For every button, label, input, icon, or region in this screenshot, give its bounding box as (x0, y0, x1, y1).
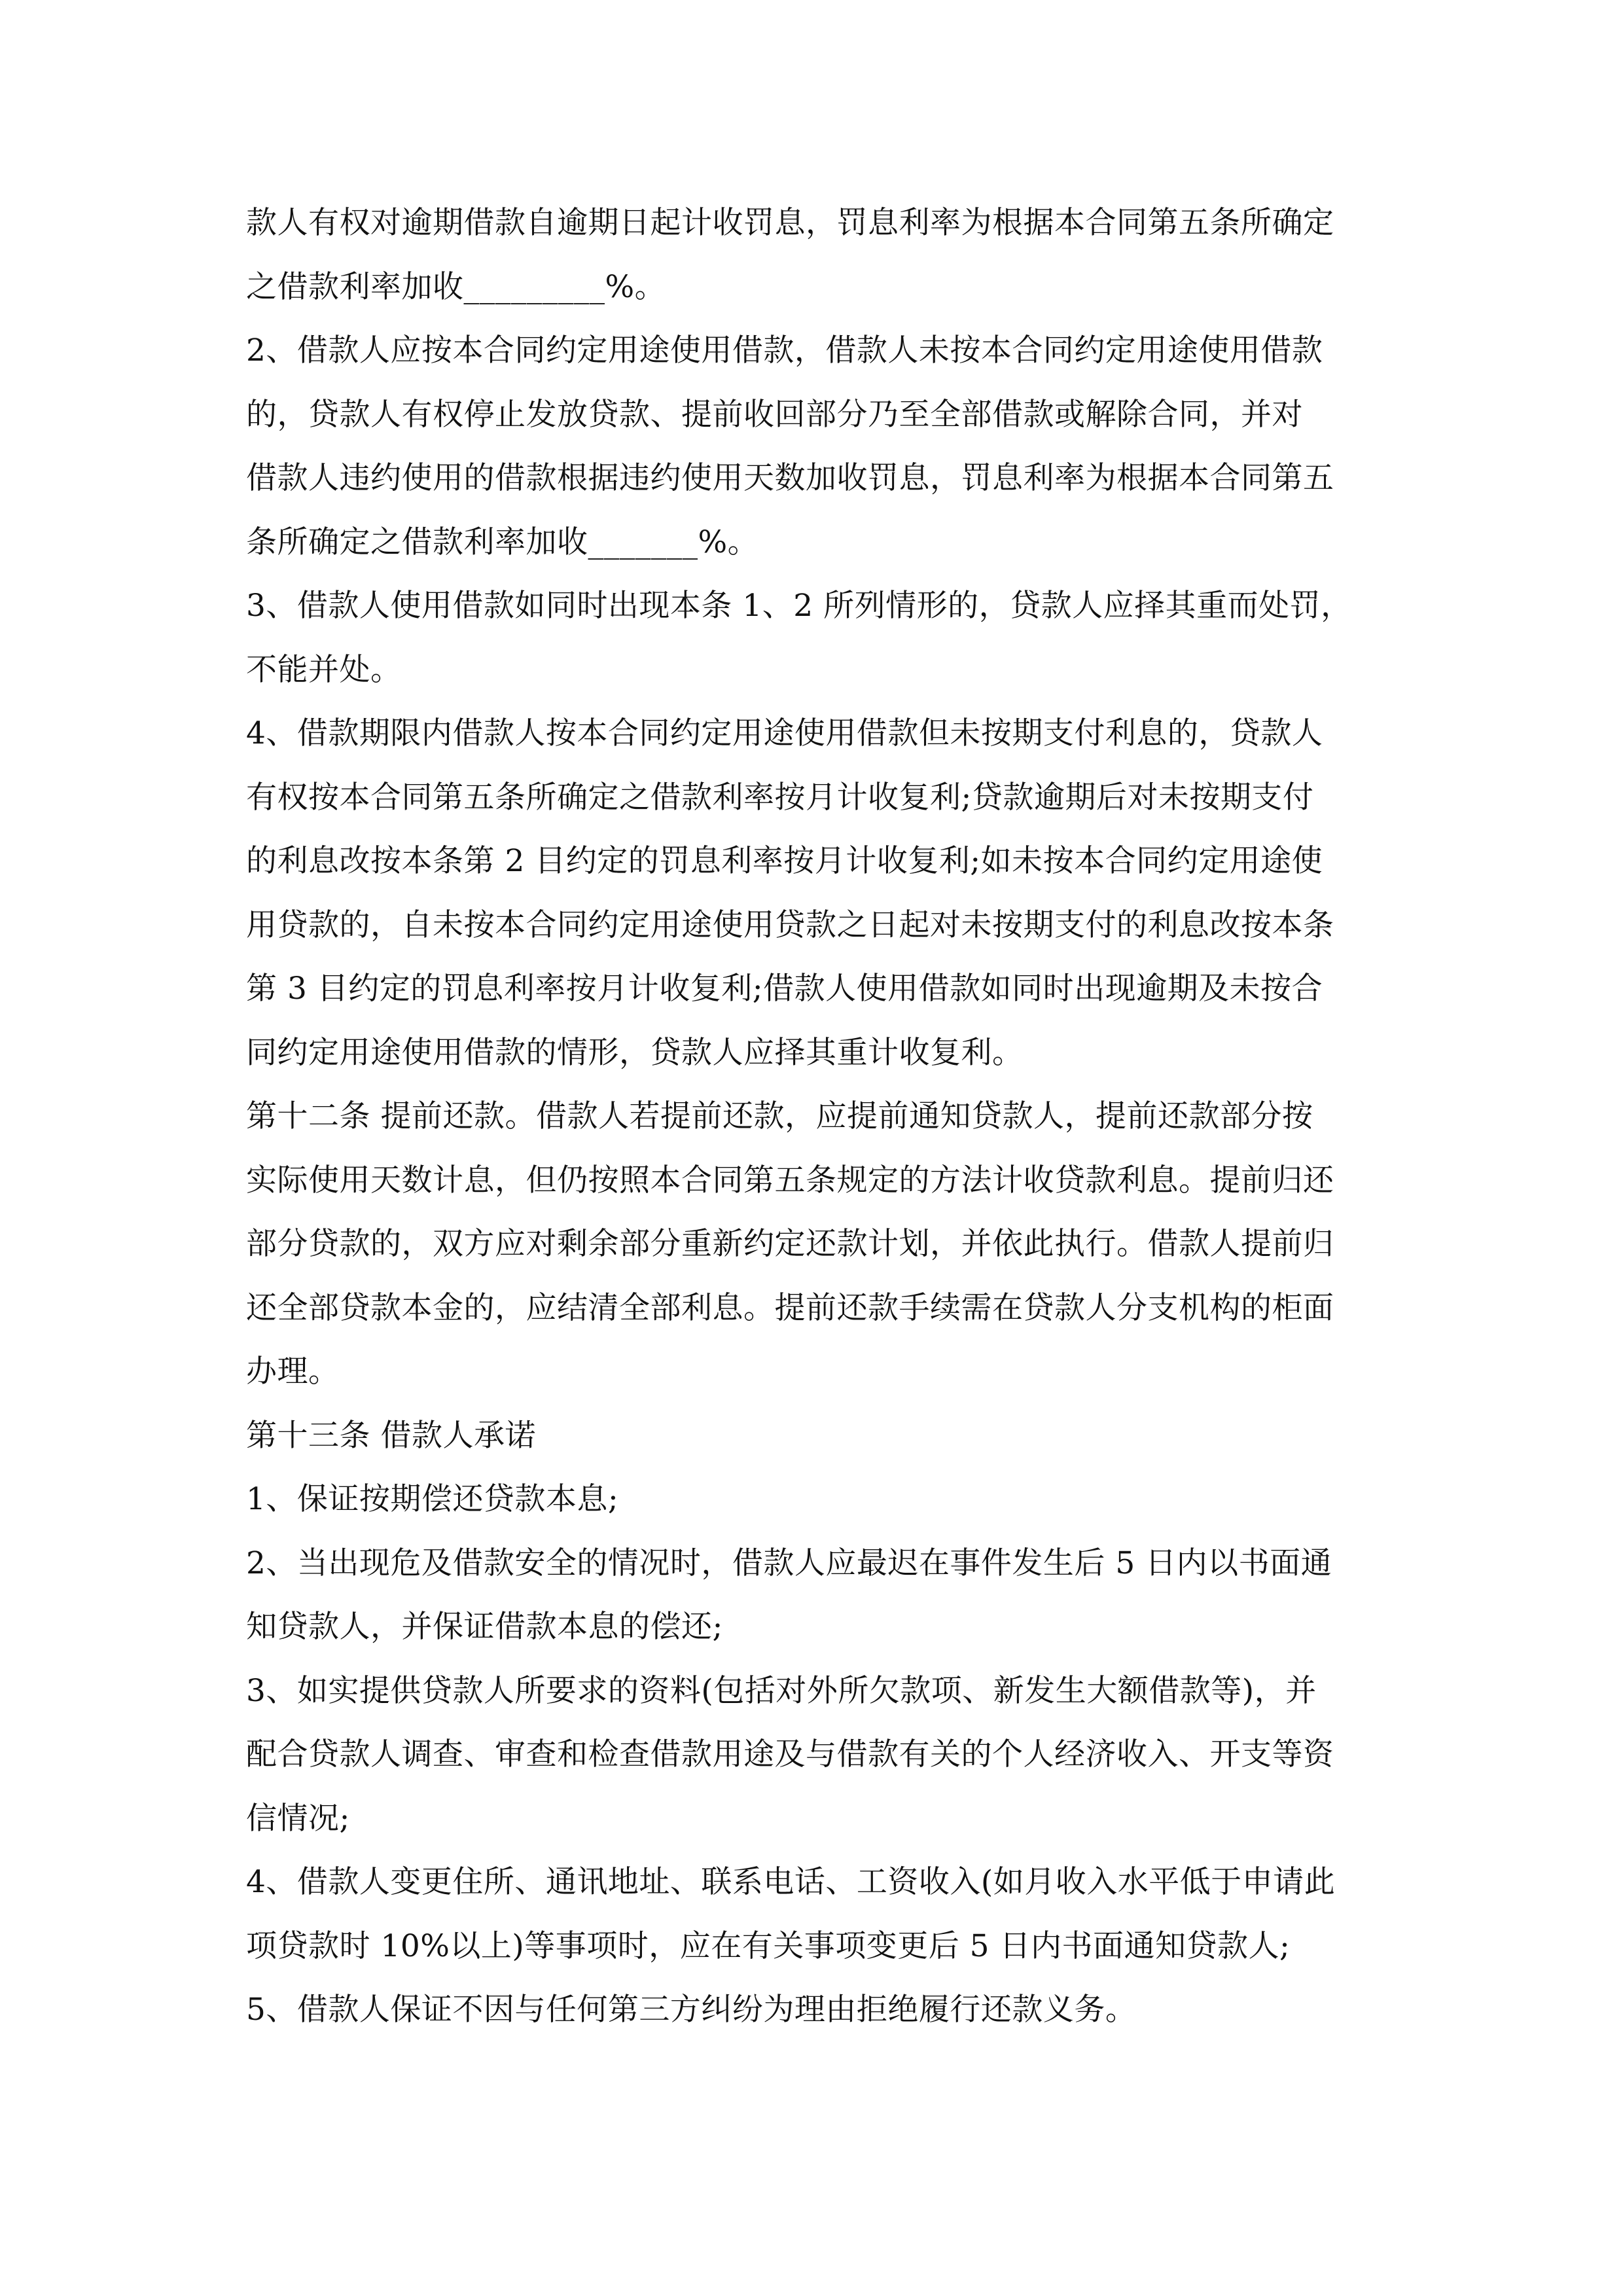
text-line: 之借款利率加收_________%。 (246, 268, 666, 305)
text-line: 条所确定之借款利率加收_______%。 (246, 524, 759, 560)
text-line: 项贷款时 10%以上)等事项时，应在有关事项变更后 5 日内书面通知贷款人; (246, 1928, 1291, 1964)
section-heading-line: 第十三条 借款人承诺 (246, 1417, 536, 1454)
text-line: 还全部贷款本金的，应结清全部利息。提前还款手续需在贷款人分支机构的柜面 (246, 1289, 1334, 1326)
text-line: 配合贷款人调查、审查和检查借款用途及与借款有关的个人经济收入、开支等资 (246, 1736, 1334, 1772)
text-line: 2、借款人应按本合同约定用途使用借款，借款人未按本合同约定用途使用借款 (246, 332, 1323, 368)
document-body (246, 191, 1382, 2042)
text-line: 有权按本合同第五条所确定之借款利率按月计收复利;贷款逾期后对未按期支付 (246, 779, 1314, 816)
text-line: 4、借款期限内借款人按本合同约定用途使用借款但未按期支付利息的，贷款人 (246, 715, 1323, 751)
text-line: 的，贷款人有权停止发放贷款、提前收回部分乃至全部借款或解除合同，并对 (246, 396, 1303, 433)
text-line: 的利息改按本条第 2 目约定的罚息利率按月计收复利;如未按本合同约定用途使 (246, 843, 1323, 879)
text-line: 款人有权对逾期借款自逾期日起计收罚息，罚息利率为根据本合同第五条所确定 (246, 205, 1334, 241)
text-line: 2、当出现危及借款安全的情况时，借款人应最迟在事件发生后 5 日内以书面通 (246, 1545, 1332, 1581)
text-line: 实际使用天数计息，但仍按照本合同第五条规定的方法计收贷款利息。提前归还 (246, 1162, 1334, 1198)
text-line: 5、借款人保证不因与任何第三方纠纷为理由拒绝履行还款义务。 (246, 1992, 1137, 2028)
text-line: 1、保证按期偿还贷款本息; (246, 1481, 619, 1517)
text-line: 4、借款人变更住所、通讯地址、联系电话、工资收入(如月收入水平低于申请此 (246, 1864, 1336, 1900)
text-line: 办理。 (246, 1354, 340, 1390)
text-line: 知贷款人，并保证借款本息的偿还; (246, 1609, 723, 1645)
text-line: 同约定用途使用借款的情形，贷款人应择其重计收复利。 (246, 1034, 1024, 1071)
text-line: 用贷款的，自未按本合同约定用途使用贷款之日起对未按期支付的利息改按本条 (246, 906, 1334, 943)
text-line: 信情况; (246, 1800, 350, 1837)
text-line: 3、借款人使用借款如同时出现本条 1、2 所列情形的，贷款人应择其重而处罚， (246, 588, 1352, 624)
text-line: 第 3 目约定的罚息利率按月计收复利;借款人使用借款如同时出现逾期及未按合 (246, 971, 1323, 1007)
text-line: 不能并处。 (246, 651, 402, 688)
section-heading-line: 第十二条 提前还款。借款人若提前还款，应提前通知贷款人，提前还款部分按 (246, 1098, 1313, 1134)
text-line: 部分贷款的，双方应对剩余部分重新约定还款计划，并依此执行。借款人提前归 (246, 1226, 1334, 1262)
text-line: 借款人违约使用的借款根据违约使用天数加收罚息，罚息利率为根据本合同第五 (246, 460, 1334, 496)
text-line: 3、如实提供贷款人所要求的资料(包括对外所欠款项、新发生大额借款等)，并 (246, 1672, 1317, 1709)
